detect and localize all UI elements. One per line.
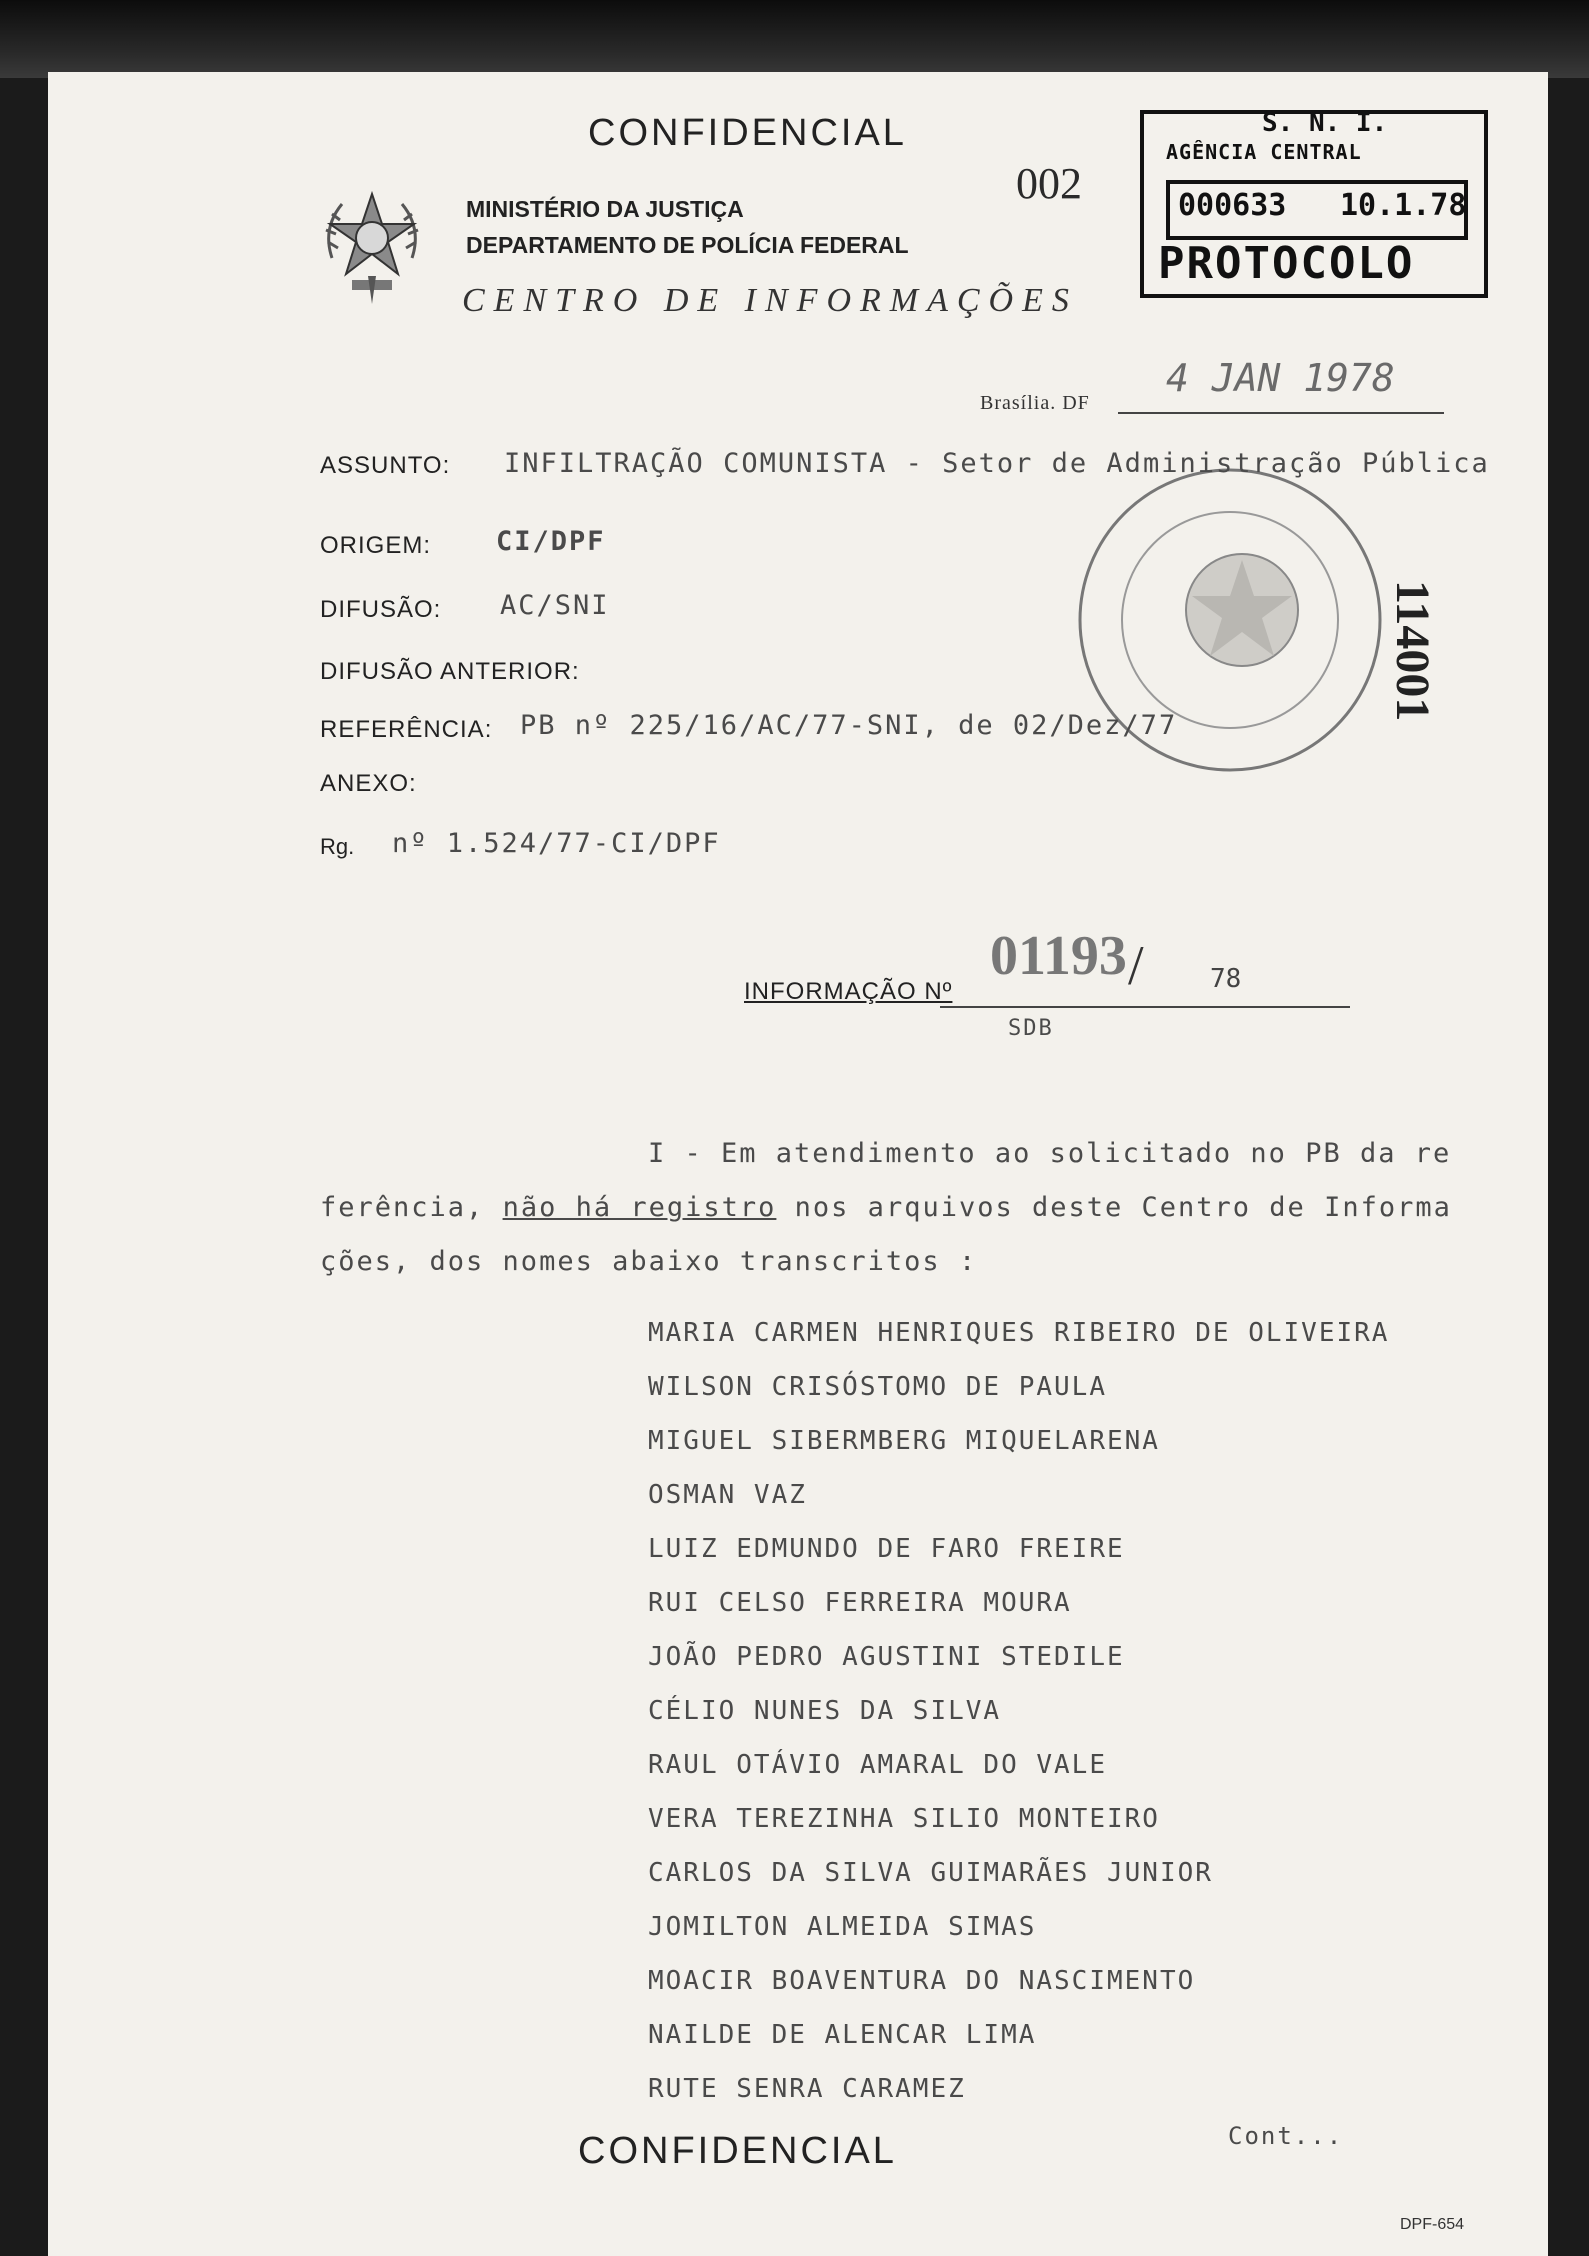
stamp-protocol-label: PROTOCOLO <box>1158 238 1415 289</box>
list-item: MIGUEL SIBERMBERG MIQUELARENA <box>648 1426 1160 1456</box>
field-label-referencia: REFERÊNCIA: <box>320 716 493 743</box>
list-item: RUI CELSO FERREIRA MOURA <box>648 1588 1072 1618</box>
list-item: MOACIR BOAVENTURA DO NASCIMENTO <box>648 1966 1196 1996</box>
field-label-assunto: ASSUNTO: <box>320 452 451 479</box>
informacao-number: 01193 <box>990 925 1127 987</box>
body-line-2 <box>320 1192 1452 1223</box>
list-item: VERA TEREZINHA SILIO MONTEIRO <box>648 1804 1160 1834</box>
list-item: OSMAN VAZ <box>648 1480 807 1510</box>
field-label-anexo: ANEXO: <box>320 770 417 797</box>
body-line-1: I - Em atendimento ao solicitado no PB da re <box>648 1138 1452 1169</box>
list-item: WILSON CRISÓSTOMO DE PAULA <box>648 1372 1107 1402</box>
date-line <box>1118 412 1444 414</box>
stamp-agency-central: AGÊNCIA CENTRAL <box>1166 140 1362 164</box>
informacao-sector: SDB <box>1008 1016 1054 1041</box>
center-name: CENTRO DE INFORMAÇÕES <box>462 282 1078 319</box>
classification-top: CONFIDENCIAL <box>588 112 907 154</box>
brazil-coat-of-arms-icon <box>318 188 426 306</box>
registro-value: nº 1.524/77-CI/DPF <box>392 828 721 859</box>
informacao-slash: / <box>1128 935 1144 997</box>
body-line-2-start: ferência, <box>320 1192 503 1223</box>
form-code: DPF-654 <box>1400 2216 1465 2233</box>
field-value-difusao: AC/SNI <box>500 590 610 621</box>
body-line-3: ções, dos nomes abaixo transcritos : <box>320 1246 978 1277</box>
stamp-agency: S. N. I. <box>1262 108 1388 138</box>
list-item: CÉLIO NUNES DA SILVA <box>648 1696 1002 1726</box>
date-stamp: 4 JAN 1978 <box>1166 356 1395 400</box>
field-value-assunto: INFILTRAÇÃO COMUNISTA - Setor de Administração Pública <box>504 448 1490 479</box>
field-value-origem: CI/DPF <box>496 526 606 557</box>
list-item: MARIA CARMEN HENRIQUES RIBEIRO DE OLIVEIRA <box>648 1318 1390 1348</box>
list-item: JOÃO PEDRO AGUSTINI STEDILE <box>648 1642 1125 1672</box>
stamp-date: 10.1.78 <box>1340 188 1467 223</box>
classification-bottom: CONFIDENCIAL <box>578 2130 897 2172</box>
stamp-number: 000633 <box>1178 188 1287 223</box>
department-name: DEPARTAMENTO DE POLÍCIA FEDERAL <box>466 232 909 258</box>
field-value-referencia: PB nº 225/16/AC/77-SNI, de 02/Dez/77 <box>520 710 1178 741</box>
field-label-difusao-anterior: DIFUSÃO ANTERIOR: <box>320 658 580 685</box>
list-item: LUIZ EDMUNDO DE FARO FREIRE <box>648 1534 1125 1564</box>
informacao-year: 78 <box>1210 964 1242 994</box>
list-item: JOMILTON ALMEIDA SIMAS <box>648 1912 1037 1942</box>
list-item: RUTE SENRA CARAMEZ <box>648 2074 966 2104</box>
informacao-line <box>940 1006 1350 1008</box>
list-item: CARLOS DA SILVA GUIMARÃES JUNIOR <box>648 1858 1213 1888</box>
list-item: NAILDE DE ALENCAR LIMA <box>648 2020 1037 2050</box>
informacao-label: INFORMAÇÃO Nº <box>744 978 953 1005</box>
list-item: RAUL OTÁVIO AMARAL DO VALE <box>648 1750 1107 1780</box>
registro-label: Rg. <box>320 834 355 859</box>
body-no-record: não há registro <box>502 1192 777 1223</box>
ministry-name: MINISTÉRIO DA JUSTIÇA <box>466 196 744 222</box>
place-label: Brasília. DF <box>980 392 1090 414</box>
body-line-2-end: nos arquivos deste Centro de Informa <box>776 1192 1452 1223</box>
continuation-mark: Cont... <box>1228 2122 1344 2150</box>
scan-top-edge <box>0 0 1589 78</box>
page-number: 002 <box>1016 159 1082 208</box>
field-label-difusao: DIFUSÃO: <box>320 596 442 623</box>
side-file-number: 114001 <box>1386 580 1439 722</box>
field-label-origem: ORIGEM: <box>320 532 432 559</box>
